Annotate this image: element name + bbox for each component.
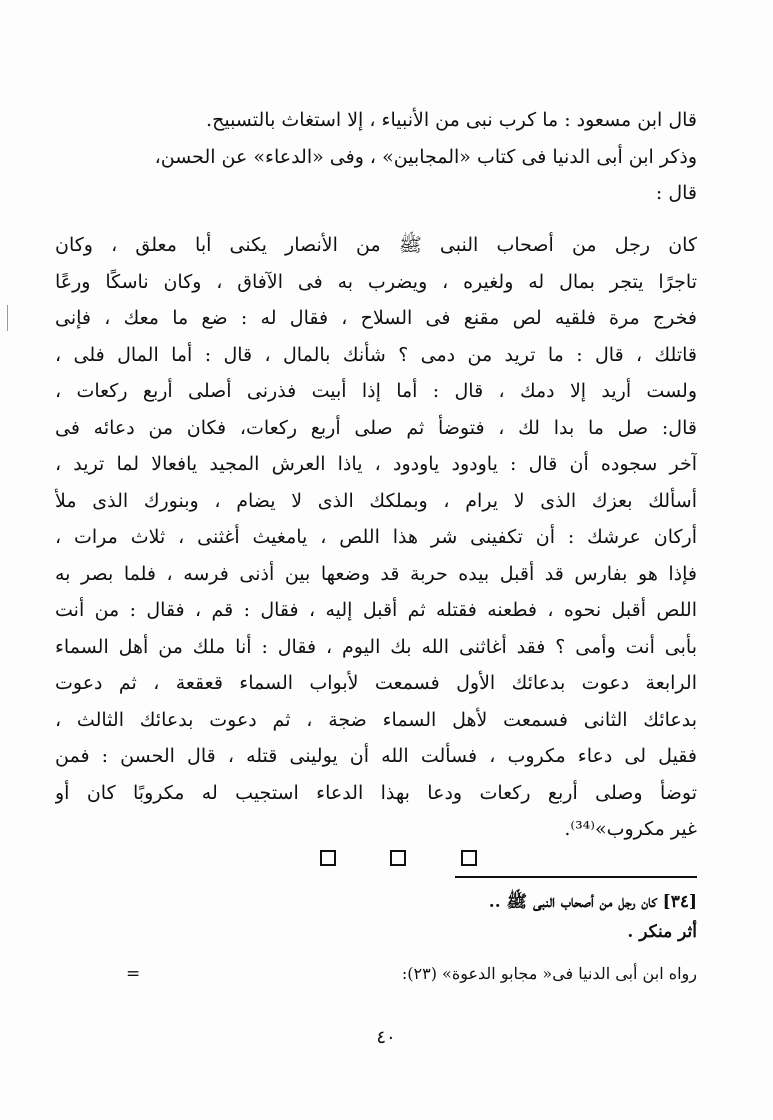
footnote-divider	[455, 876, 697, 878]
square-ornament-icon	[461, 850, 477, 866]
square-ornament-icon	[390, 850, 406, 866]
text-line: بأبى أنت وأمى ؟ فقد أغاثنى الله بك اليوم ، فقال : أنا ملك من أهل السماء	[55, 635, 697, 658]
section-separator-squares	[318, 850, 518, 870]
text-line: الرابعة دعوت بدعائك الأول فسمعت لأبواب السماء قعقعة ، ثم دعوت	[55, 672, 697, 694]
text-line: ولست أريد إلا دمك ، قال : أما إذا أبيت فذرنى أصلى أربع ركعات ،	[55, 380, 697, 402]
text-line: قال: صل ما بدا لك ، فتوضأ ثم صلى أربع ركعات، فكان من دعائه فى	[55, 416, 697, 439]
page-number: ٤٠	[376, 1027, 396, 1048]
text-line: تاجرًا يتجر بمال له ولغيره ، ويضرب به فى الآفاق ، وكان ناسكًا ورعًا	[55, 270, 697, 293]
text-line: وذكر ابن أبى الدنيا فى كتاب «المجابين» ، وفى «الدعاء» عن الحسن،	[154, 145, 697, 168]
text-line: فإذا هو بفارس قد أقبل بيده حربة قد وضعها بين أذنى فرسه ، فلما بصر به	[55, 562, 697, 585]
footnote-source: رواه ابن أبى الدنيا فى« مجابو الدعوة» (٢٣):	[401, 964, 697, 983]
footnote-verdict: أثر منكر .	[627, 922, 697, 942]
text-line: فخرج مرة فلقيه لص مقنع فى السلاح ، فقال له : ضع ما معك ، فإنى	[55, 307, 697, 329]
footnote-continuation-mark: =	[126, 964, 141, 984]
text-line: فقيل لى دعاء مكروب ، فسألت الله أن يولينى قتله ، قال الحسن : فمن	[55, 745, 697, 767]
text-line: أسألك بعزك الذى لا يرام ، وبملكك الذى لا يضام ، وبنورك الذى ملأ	[55, 489, 697, 512]
text-line: قال ابن مسعود : ما كرب نبى من الأنبياء ، إلا استغاث بالتسبيح.	[206, 109, 697, 131]
text-line: قال :	[655, 182, 697, 204]
footnote-heading: [٣٤] كان رجل من أصحاب النبى ﷺ ..	[488, 892, 697, 912]
text-line: قاتلك ، قال : ما تريد من دمى ؟ شأنك بالمال ، قال : أما المال فلى ،	[55, 343, 697, 366]
text-line: توضأ وصلى أربع ركعات ودعا بهذا الدعاء استجيب له مكروبًا كان أو	[55, 781, 697, 804]
text-line: بدعائك الثانى فسمعت لأهل السماء ضجة ، ثم دعوت بدعائك الثالث ،	[55, 708, 697, 731]
text-line: أركان عرشك : أن تكفينى شر هذا اللص ، يامغيث أغثنى ، ثلاث مرات ،	[55, 526, 697, 548]
paragraph-abu-muallaq-story	[55, 227, 697, 848]
square-ornament-icon	[320, 850, 336, 866]
text-line: كان رجل من أصحاب النبى ﷺ من الأنصار يكنى أبا معلق ، وكان	[55, 234, 697, 256]
text-line-last: غير مكروب»⁽³⁴⁾.	[564, 818, 697, 840]
scan-margin-mark	[7, 305, 8, 331]
text-line: اللص أقبل نحوه ، فطعنه فقتله ثم أقبل إليه ، فقال : قم ، فقال : من أنت	[55, 599, 697, 621]
text-line: آخر سجوده أن قال : ياودود ياودود ، ياذا العرش المجيد يافعالا لما تريد ،	[55, 453, 697, 475]
paragraph-ibn-masud	[55, 102, 697, 212]
